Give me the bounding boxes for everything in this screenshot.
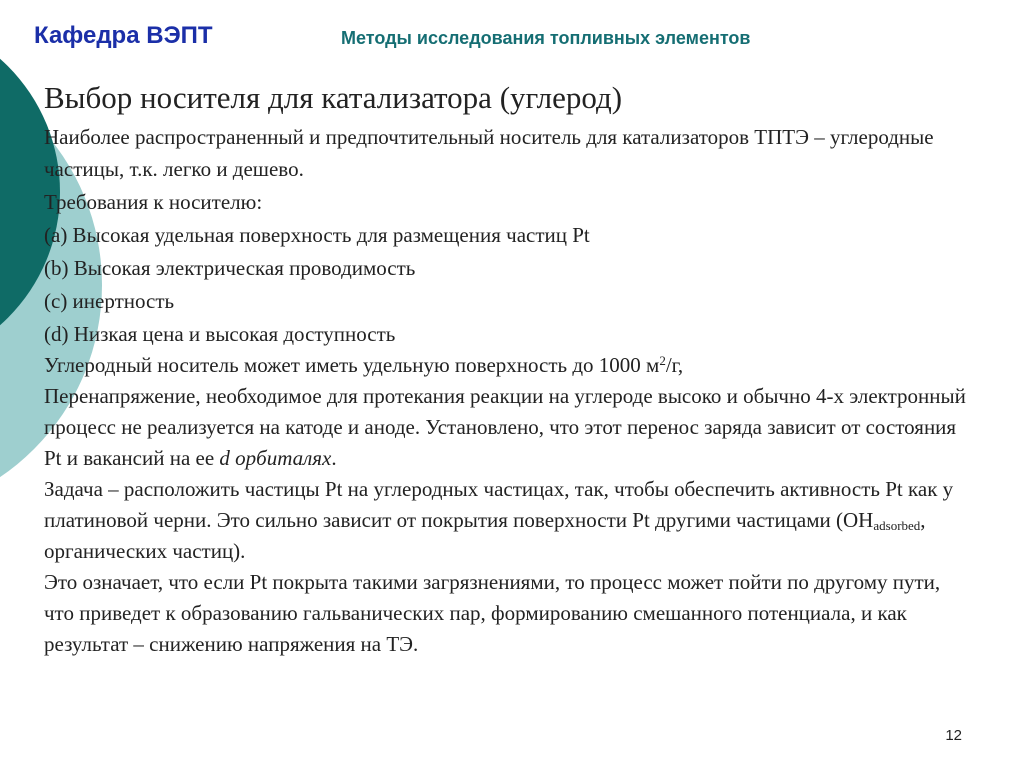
orbitals-italic: d орбиталях — [219, 446, 332, 470]
task-end: , органических частиц). — [44, 508, 926, 563]
requirement-item: (c) инертность — [44, 289, 175, 313]
overvoltage-paragraph — [44, 381, 974, 474]
conclusion-paragraph: Это означает, что если Pt покрыта такими загрязнениями, то процесс может пойти по другому пути, что приведет к образованию гальванических пар, формированию смешанного потенциала, и как результат – снижению напряжения на ТЭ. — [44, 570, 941, 656]
task-text: Задача – расположить частицы Pt на углеродных частицах, так, чтобы обеспечить активность Pt как у платиновой черни. Это сильно зависит от покрытия поверхности Pt другими частицами (OH — [44, 477, 954, 532]
page-number: 12 — [945, 727, 962, 744]
requirement-item: (a) Высокая удельная поверхность для размещения частиц Pt — [44, 223, 590, 247]
requirements-heading: Требования к носителю: — [44, 190, 263, 214]
adsorbed-subscript: adsorbed — [873, 518, 921, 533]
surface-area-exponent: 2 — [659, 353, 666, 368]
requirement-item: (d) Низкая цена и высокая доступность — [44, 322, 396, 346]
surface-area-paragraph — [44, 350, 974, 381]
surface-area-unit: /г, — [665, 353, 684, 377]
slide-body — [44, 120, 974, 660]
intro-paragraph: Наиболее распространенный и предпочтительный носитель для катализаторов ТПТЭ – углеродные частицы, т.к. легко и дешево. — [44, 125, 934, 181]
surface-area-text: Углеродный носитель может иметь удельную поверхность до 1000 м — [44, 353, 660, 377]
slide-title: Выбор носителя для катализатора (углерод) — [44, 80, 623, 115]
task-paragraph — [44, 474, 974, 567]
overvoltage-text: Перенапряжение, необходимое для протекания реакции на углероде высоко и обычно 4-х электронный процесс не реализуется на катоде и аноде. Установлено, что этот перенос заряда зависит от состояния Pt и вакансий на ее — [44, 384, 966, 470]
department-header: Кафедра ВЭПТ — [34, 22, 213, 49]
requirement-item: (b) Высокая электрическая проводимость — [44, 256, 416, 280]
orbitals-end: . — [331, 446, 337, 470]
course-header: Методы исследования топливных элементов — [341, 28, 751, 48]
